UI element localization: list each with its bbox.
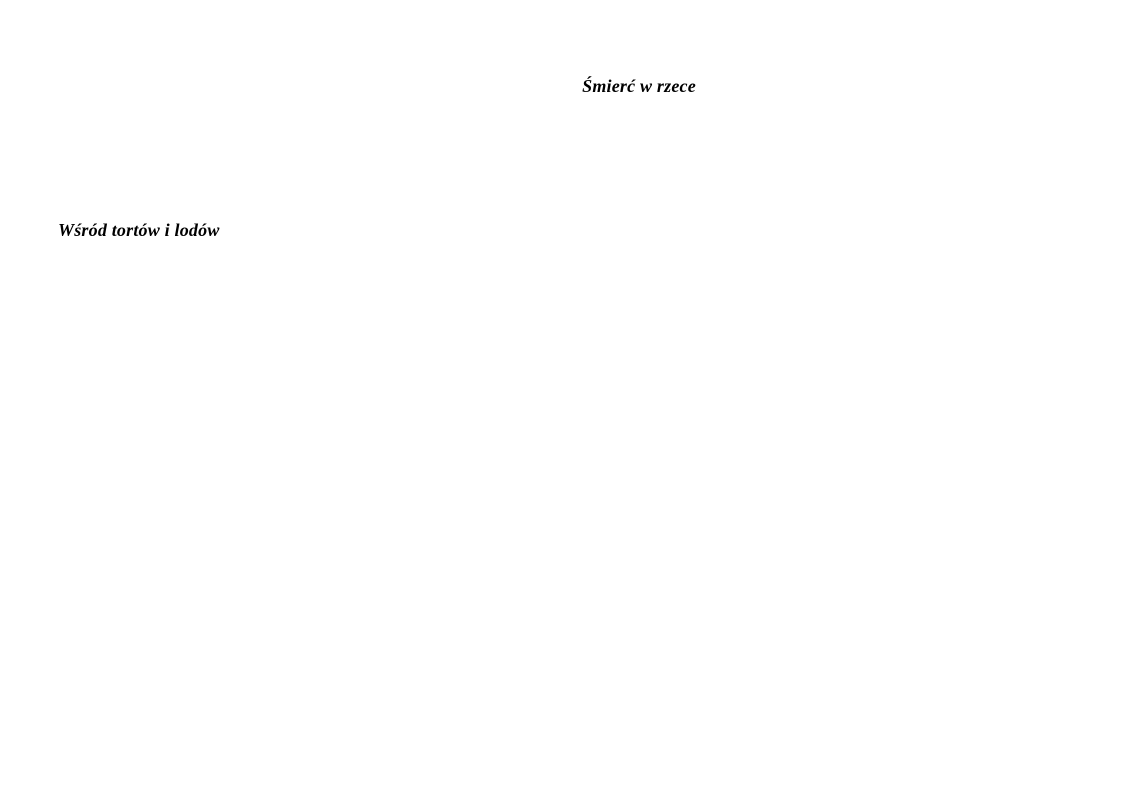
section-heading: Wśród tortów i lodów bbox=[58, 220, 220, 240]
document-title: Śmierć w rzece bbox=[582, 76, 696, 96]
